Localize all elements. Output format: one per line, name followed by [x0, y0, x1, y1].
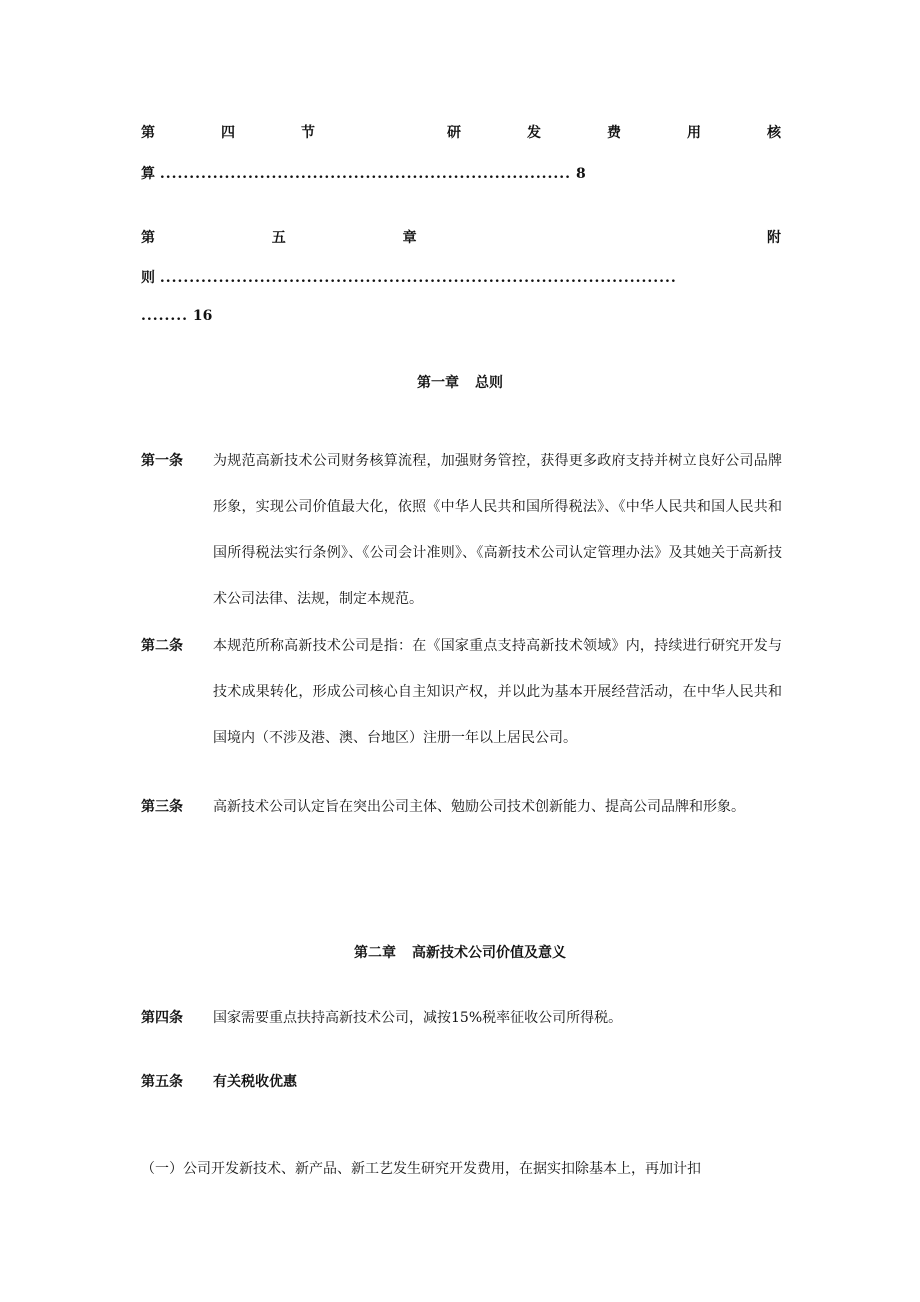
toc-page-number: 16	[192, 308, 213, 324]
toc-char: 费	[607, 125, 621, 141]
article-4	[141, 1007, 782, 1027]
chapter-title: 总则	[475, 375, 503, 391]
toc-char: 则	[141, 270, 155, 286]
article-5	[141, 1071, 782, 1091]
toc-char: 章	[402, 230, 417, 246]
chapter-2-heading	[0, 942, 920, 962]
article-1	[141, 438, 782, 622]
article-text: 本规范所称高新技术公司是指：在《国家重点支持高新技术领域》内，持续进行研究开发与技术成果转化，形成公司核心自主知识产权，并以此为基本开展经营活动，在中华人民共和国境内（不涉及港、澳、台地区）注册一年以上居民公司。	[213, 638, 782, 746]
article-2	[141, 623, 782, 761]
item-1-text: （一）公司开发新技术、新产品、新工艺发生研究开发费用，在据实扣除基本上，再加计扣	[141, 1161, 701, 1177]
toc-char: 第	[141, 125, 155, 141]
toc-leader-dots: ........	[141, 308, 188, 324]
toc-char: 发	[527, 125, 541, 141]
toc-entry-section-4-title	[141, 122, 781, 142]
article-3	[141, 784, 782, 830]
chapter-title: 高新技术公司价值及意义	[412, 945, 566, 961]
article-text: 为规范高新技术公司财务核算流程，加强财务管控，获得更多政府支持并树立良好公司品牌形象，实现公司价值最大化，依照《中华人民共和国所得税法》、《中华人民共和国人民共和国所得税法实行条例》、《公司会计准则》、《高新技术公司认定管理办法》及其她关于高新技术公司法律、法规，制定本规范。	[213, 453, 782, 607]
article-text: 高新技术公司认定旨在突出公司主体、勉励公司技术创新能力、提高公司品牌和形象。	[213, 799, 745, 815]
toc-char: 算	[141, 166, 155, 182]
toc-char: 研	[447, 125, 461, 141]
toc-char: 五	[271, 230, 286, 246]
chapter-number: 第二章	[354, 945, 396, 961]
toc-char: 用	[687, 125, 701, 141]
chapter-number: 第一章	[417, 375, 459, 391]
toc-leader-dots: ......................................................................	[159, 166, 572, 182]
article-text: 国家需要重点扶持高新技术公司，减按15%税率征收公司所得税。	[213, 1010, 623, 1026]
toc-entry-chapter-5-leader[interactable]	[141, 267, 786, 287]
toc-char: 四	[221, 125, 235, 141]
toc-page-number: 8	[575, 166, 586, 182]
toc-entry-section-4-leader[interactable]	[141, 163, 781, 183]
article-label: 第一条	[141, 453, 183, 469]
toc-entry-chapter-5-title	[141, 227, 781, 247]
toc-entry-chapter-5-page[interactable]	[141, 308, 781, 324]
article-label: 第五条	[141, 1074, 183, 1090]
toc-char: 第	[141, 230, 155, 246]
article-label: 第二条	[141, 638, 183, 654]
toc-char: 节	[301, 125, 315, 141]
toc-char: 核	[767, 125, 781, 141]
article-label: 第四条	[141, 1010, 183, 1026]
chapter-1-heading	[0, 372, 920, 392]
toc-leader-dots: ........................................................................................	[159, 270, 677, 286]
toc-char: 附	[766, 230, 781, 246]
article-label: 第三条	[141, 799, 183, 815]
article-text: 有关税收优惠	[213, 1074, 297, 1090]
